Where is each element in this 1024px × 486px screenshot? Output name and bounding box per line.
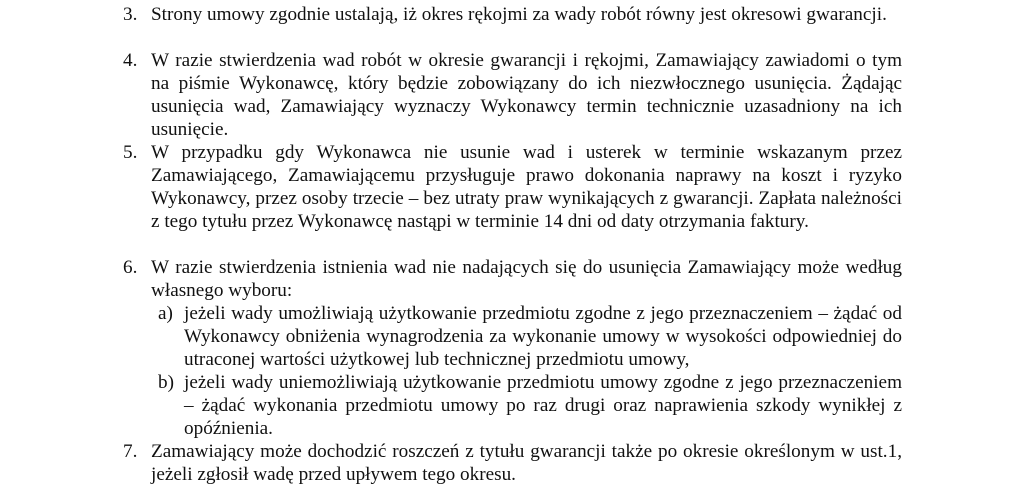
item-text: W razie stwierdzenia istnienia wad nie nadających się do usunięcia Zamawiający może według własnego wyboru: bbox=[151, 257, 902, 301]
item-text: W razie stwierdzenia wad robót w okresie gwarancji i rękojmi, Zamawiający zawiadomi o tym na piśmie Wykonawcę, który będzie zobowiązany do ich niezwłocznego usunięcia. Żądając usunięcia wad, Zamawiający wyznaczy Wykonawcy termin technicznie uzasadniony na ich usunięcie. bbox=[151, 50, 902, 140]
sub-item-text: jeżeli wady umożliwiają użytkowanie przedmiotu zgodne z jego przeznaczeniem – żądać od Wykonawcy obniżenia wynagrodzenia za wykonanie umowy w wysokości odpowiedniej do utraconej wartości użytkowej lub technicznej przedmiotu umowy, bbox=[184, 303, 902, 370]
sub-item-text: jeżeli wady uniemożliwiają użytkowanie przedmiotu umowy zgodne z jego przeznaczeniem – żądać wykonania przedmiotu umowy po raz drugi oraz naprawienia szkody wynikłej z opóźnienia. bbox=[184, 372, 902, 439]
item-number: 5. bbox=[123, 142, 138, 163]
item-number: 7. bbox=[123, 441, 138, 462]
item-number: 4. bbox=[123, 50, 138, 71]
item-number: 3. bbox=[123, 4, 138, 25]
item-number: 6. bbox=[123, 257, 138, 278]
item-text: Strony umowy zgodnie ustalają, iż okres rękojmi za wady robót równy jest okresowi gwarancji. bbox=[151, 4, 887, 25]
item-text: W przypadku gdy Wykonawca nie usunie wad i usterek w terminie wskazanym przez Zamawiającego, Zamawiającemu przysługuje prawo dokonania naprawy na koszt i ryzyko Wykonawcy, przez osoby trzecie – bez utraty praw wynikających z gwarancji. Zapłata należności z tego tytułu przez Wykonawcę nastąpi w terminie 14 dni od daty otrzymania faktury. bbox=[151, 142, 902, 232]
sub-item-label: b) bbox=[158, 372, 174, 393]
sub-item-label: a) bbox=[158, 303, 173, 324]
item-text: Zamawiający może dochodzić roszczeń z tytułu gwarancji także po okresie określonym w ust.1, jeżeli zgłosił wadę przed upływem tego okresu. bbox=[151, 441, 902, 485]
